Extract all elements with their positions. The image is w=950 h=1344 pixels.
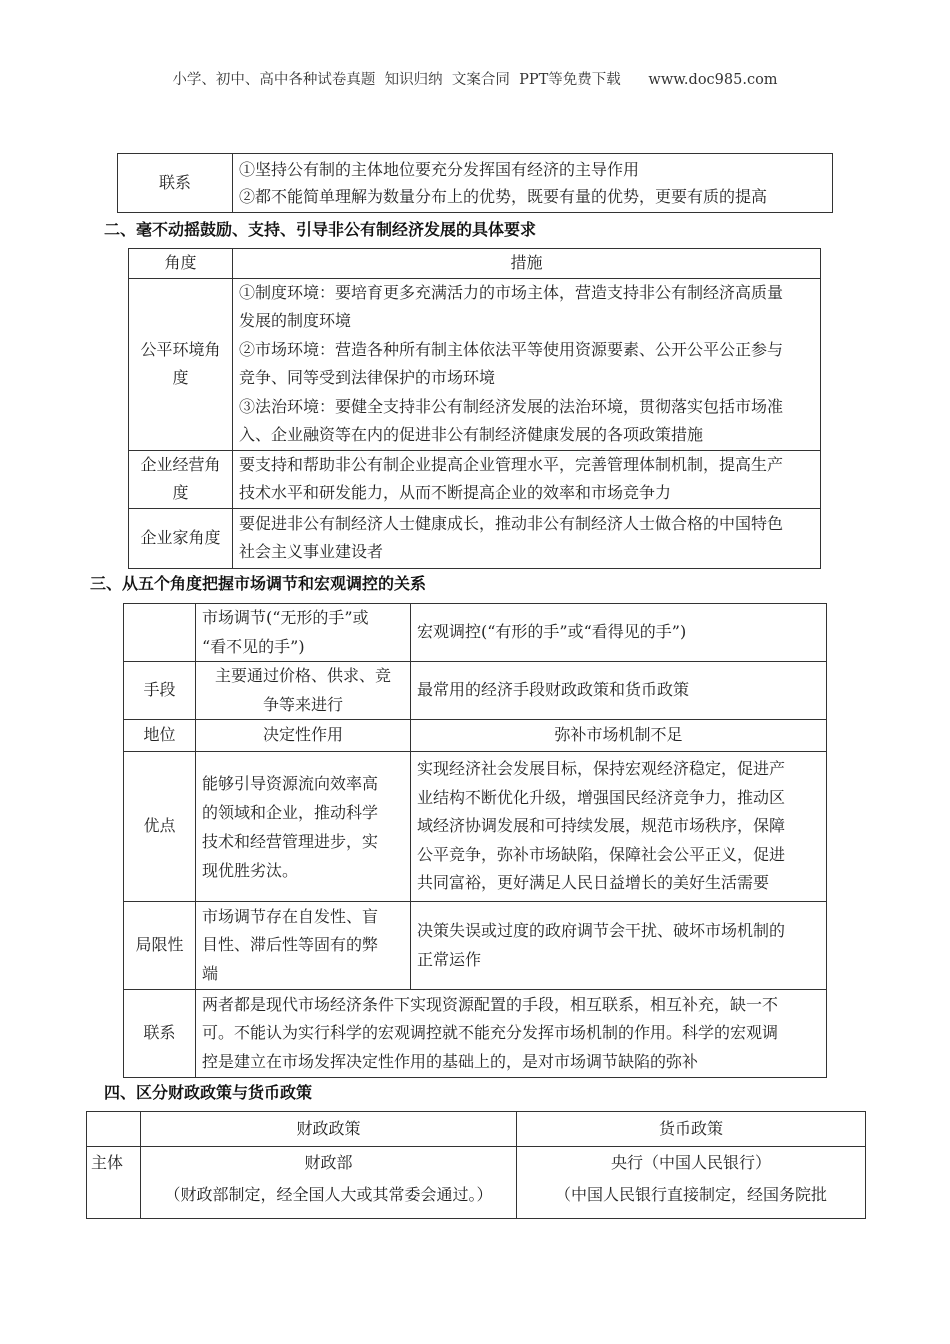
row-macro: 弥补市场机制不足 [411,720,827,752]
table-fiscal-vs-monetary [86,1111,866,1219]
row-label: 优点 [124,752,196,902]
table-row [118,154,833,213]
row-fiscal: 财政部 （财政部制定，经全国人大或其常委会通过。） [141,1147,517,1219]
row-angle: 企业经营角 度 [129,450,233,508]
table-row [124,752,827,902]
row-macro: 决策失误或过度的政府调节会干扰、破坏市场机制的 正常运作 [411,902,827,990]
table-public-ownership-link [117,153,833,213]
header-monetary: 货币政策 [517,1112,866,1147]
table-header-row [129,249,821,279]
table-row [124,662,827,720]
row-market: 决定性作用 [196,720,411,752]
row-monetary: 央行（中国人民银行） （中国人民银行直接制定，经国务院批 [517,1147,866,1219]
row-market: 主要通过价格、供求、竞 争等来进行 [196,662,411,720]
row-angle: 公平环境角 度 [129,278,233,450]
row-content: 两者都是现代市场经济条件下实现资源配置的手段，相互联系，相互补充，缺一不 可。不能认为实行科学的宏观调控就不能充分发挥市场机制的作用。科学的宏观调 控是建立在市场发挥决定性作用的基础上的，是对市场调节缺陷的弥补 [196,990,827,1078]
row-label: 地位 [124,720,196,752]
table-non-public-economy [128,248,821,569]
row-market: 能够引导资源流向效率高 的领域和企业，推动科学 技术和经营管理进步，实 现优胜劣汰。 [196,752,411,902]
row-content: ①坚持公有制的主体地位要充分发挥国有经济的主导作用 ②都不能简单理解为数量分布上的优势，既要有量的优势，更要有质的提高 [233,154,833,213]
table-row [129,450,821,508]
table-header-row [87,1112,866,1147]
row-label: 联系 [118,154,233,213]
row-macro: 实现经济社会发展目标，保持宏观经济稳定，促进产 业结构不断优化升级，增强国民经济竞争力，推动区 域经济协调发展和可持续发展，规范市场秩序，保障 公平竞争，弥补市场缺陷，保障社会公平正义，促进 共同富裕，更好满足人民日益增长的美好生活需要 [411,752,827,902]
header-angle: 角度 [129,249,233,279]
row-label: 联系 [124,990,196,1078]
table-row [129,278,821,450]
section-heading-2: 二、毫不动摇鼓励、支持、引导非公有制经济发展的具体要求 [104,220,537,239]
row-market: 市场调节存在自发性、盲 目性、滞后性等固有的弊 端 [196,902,411,990]
header-blank [87,1112,141,1147]
row-measure: 要促进非公有制经济人士健康成长，推动非公有制经济人士做合格的中国特色 社会主义事业建设者 [233,508,821,568]
header-measure: 措施 [233,249,821,279]
table-row [124,720,827,752]
header-market: 市场调节(“无形的手”或 “看不见的手”) [196,604,411,662]
table-row [124,990,827,1078]
row-label: 手段 [124,662,196,720]
table-header-row [124,604,827,662]
row-label: 主体 [87,1147,141,1219]
row-measure: 要支持和帮助非公有制企业提高企业管理水平，完善管理体制机制，提高生产 技术水平和研发能力，从而不断提高企业的效率和市场竞争力 [233,450,821,508]
header-fiscal: 财政政策 [141,1112,517,1147]
header-macro: 宏观调控(“有形的手”或“看得见的手”) [411,604,827,662]
header-blank [124,604,196,662]
row-macro: 最常用的经济手段财政政策和货币政策 [411,662,827,720]
section-heading-4: 四、区分财政政策与货币政策 [104,1083,313,1102]
table-row [124,902,827,990]
section-heading-3: 三、从五个角度把握市场调节和宏观调控的关系 [90,574,427,593]
table-market-vs-macro [123,603,827,1078]
table-row [129,508,821,568]
row-label: 局限性 [124,902,196,990]
row-angle: 企业家角度 [129,508,233,568]
row-measure: ①制度环境：要培育更多充满活力的市场主体，营造支持非公有制经济高质量 发展的制度环境 ②市场环境：营造各种所有制主体依法平等使用资源要素、公开公平公正参与 竞争、同等受到法律保护的市场环境 ③法治环境：要健全支持非公有制经济发展的法治环境，贯彻落实包括市场准 入、企业融资等在内的促进非公有制经济健康发展的各项政策措施 [233,278,821,450]
table-row [87,1147,866,1219]
page-header: 小学、初中、高中各种试卷真题 知识归纳 文案合同 PPT等免费下载 www.doc985.com [172,72,778,88]
